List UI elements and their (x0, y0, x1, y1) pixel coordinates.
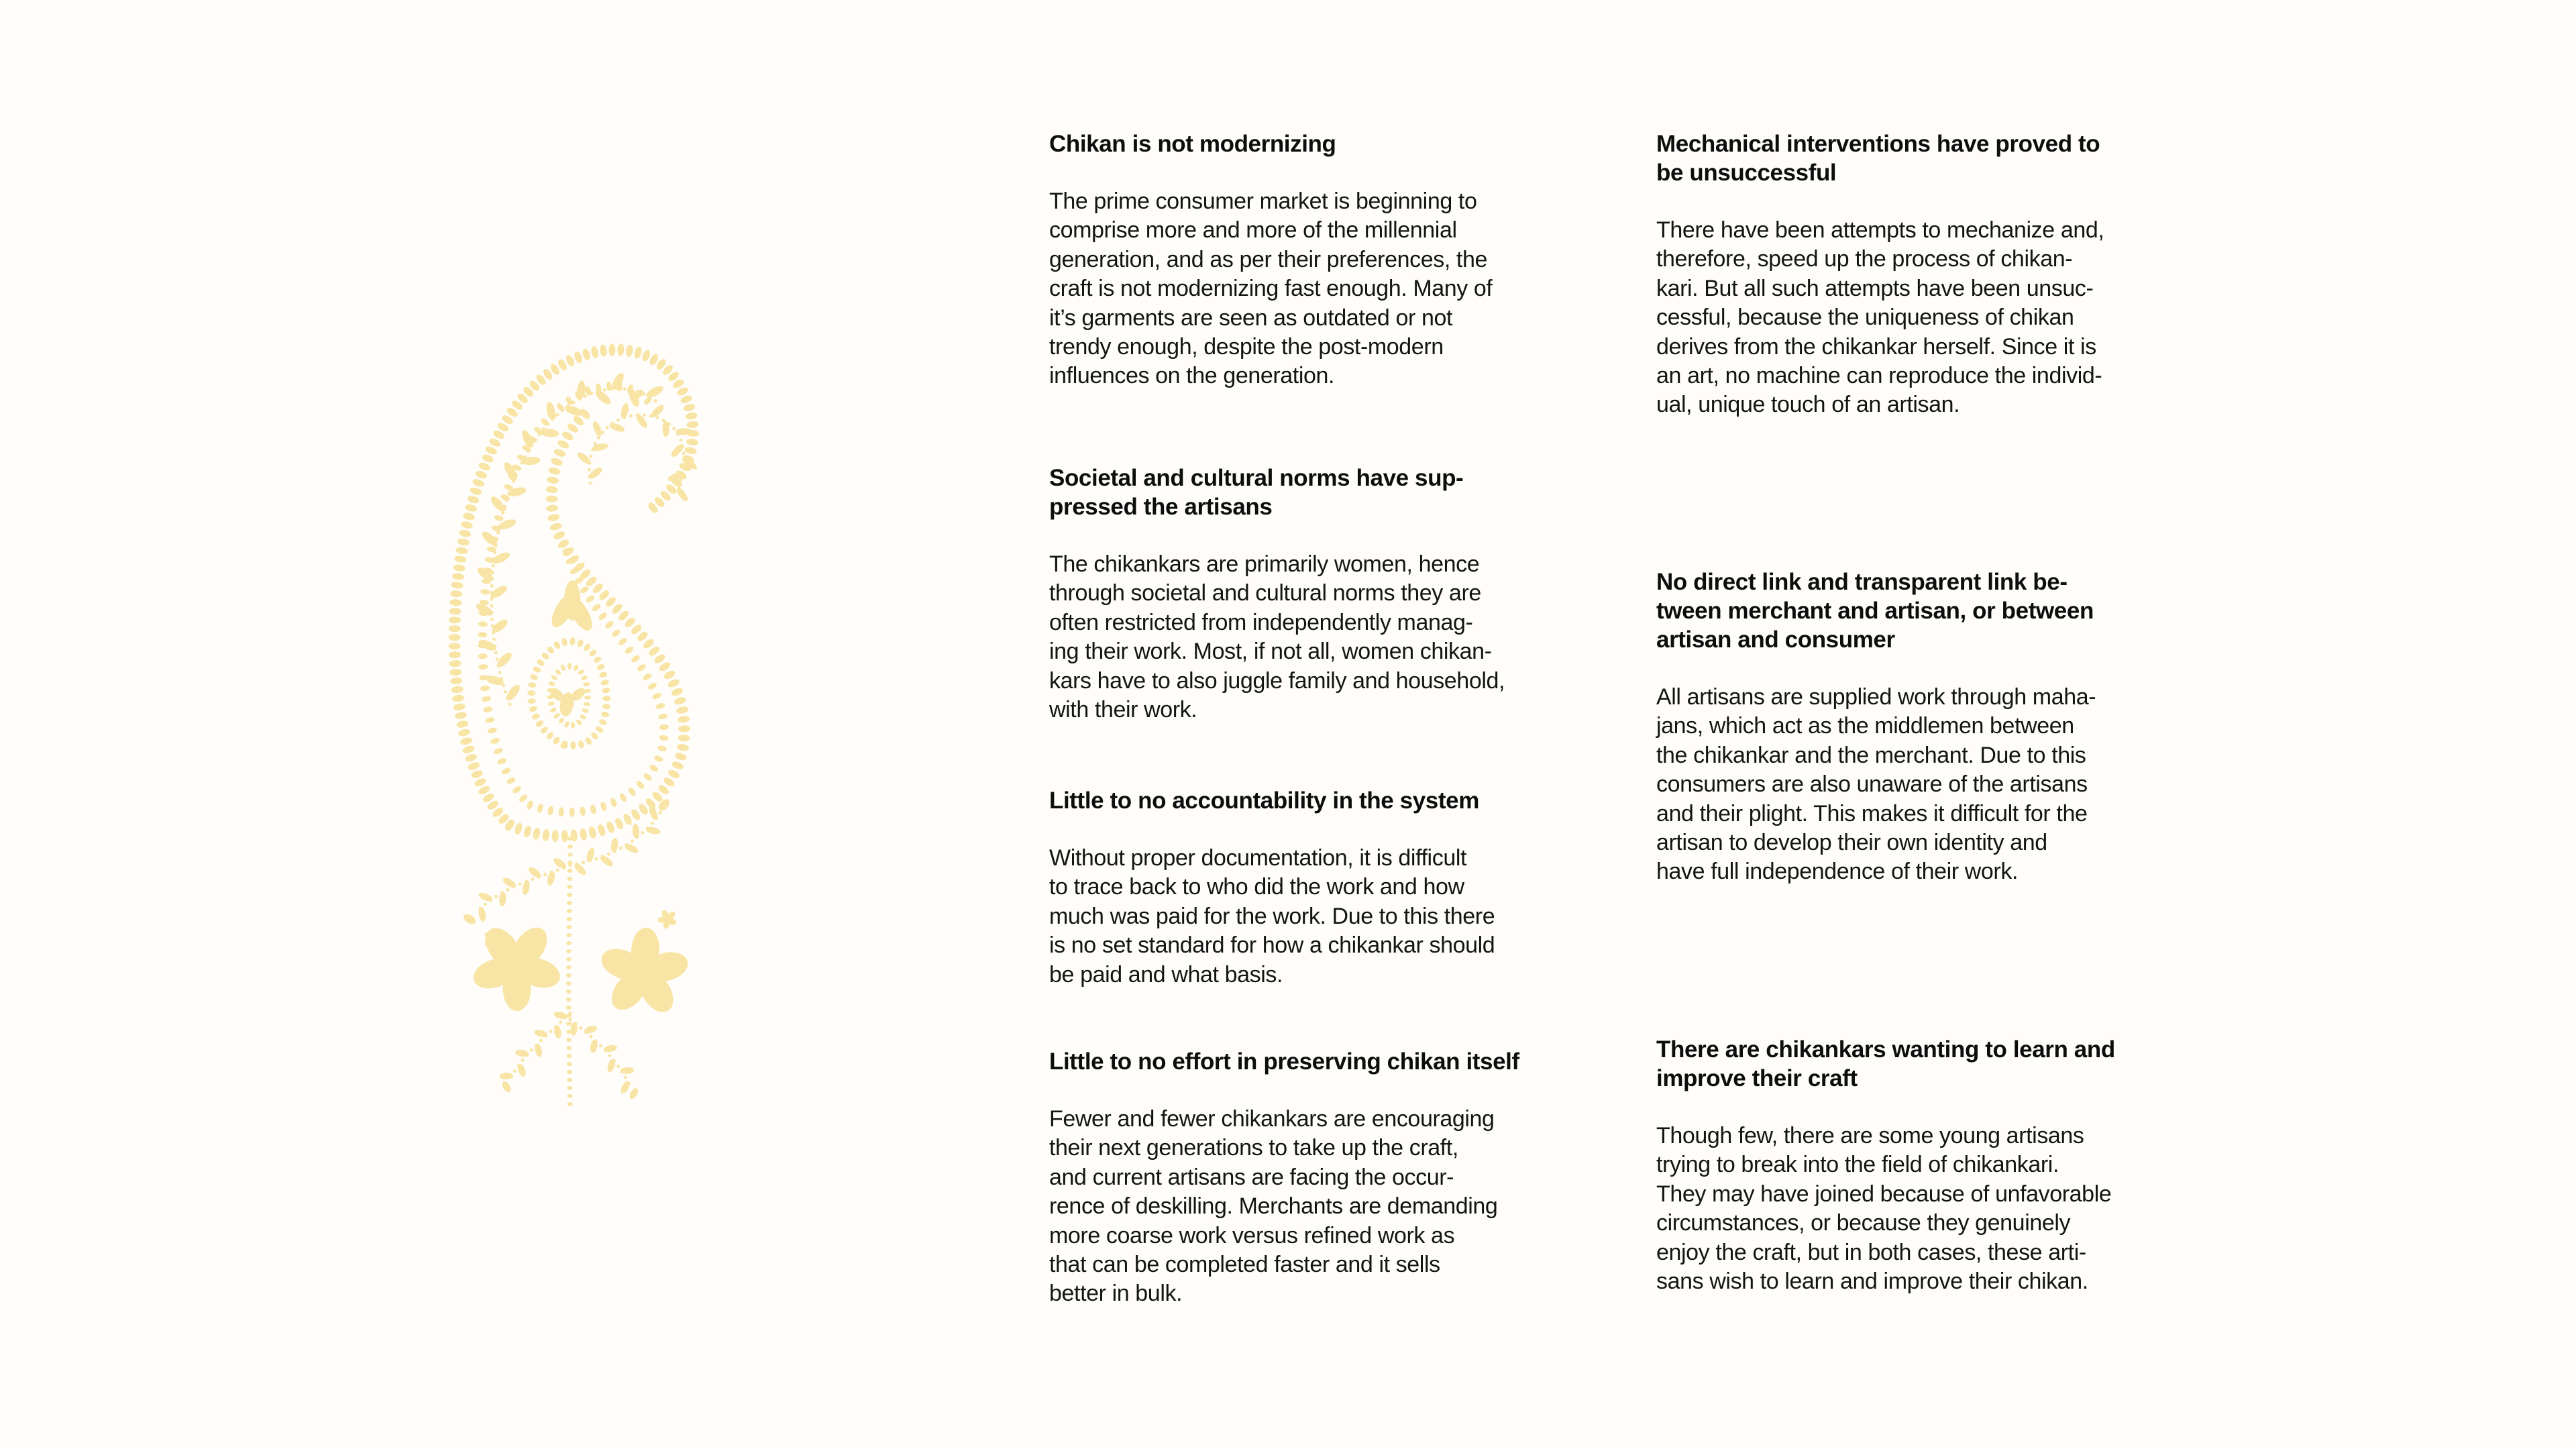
section-no-direct-link (1656, 568, 2153, 887)
section-wanting-to-learn (1656, 1035, 2153, 1296)
section-body: Without proper documentation, it is difficult to trace back to who did the work and how much was paid for the work. Due to this there is no set standard for how a chikankar should be paid and what basis. (1049, 845, 1495, 987)
section-mechanical-interventions (1656, 129, 2153, 420)
section-body: Fewer and fewer chikankars are encouraging their next generations to take up the craft, and current artisans are facing the occur- rence of deskilling. Merchants are demanding more coarse work versus refined work as that can be completed faster and it sells better in bulk. (1049, 1106, 1498, 1307)
section-body: There have been attempts to mechanize and, therefore, speed up the process of chikan- kari. But all such attempts have been unsuc- cessful, because the uniqueness of chikan derives from the chikankar herself. Since it is an art, no machine can reproduce the individ- ual, unique touch of an artisan. (1656, 217, 2104, 418)
section-preserving-chikan (1049, 1047, 1546, 1309)
section-heading: Chikan is not modernizing (1049, 131, 1336, 157)
section-heading: Little to no effort in preserving chikan itself (1049, 1049, 1519, 1075)
section-heading: No direct link and transparent link be- tween merchant and artisan, or between artisan and consumer (1656, 569, 2094, 653)
section-body: The prime consumer market is beginning to comprise more and more of the millennial generation, and as per their preferences, the craft is not modernizing fast enough. Many of it’s garments are seen as outdated or not trendy enough, despite the post-modern influences on the generation. (1049, 189, 1493, 389)
section-heading: Societal and cultural norms have sup- pressed the artisans (1049, 465, 1464, 520)
paisley-motif-icon (429, 329, 724, 1120)
section-heading: There are chikankars wanting to learn and improve their craft (1656, 1036, 2115, 1091)
section-heading: Mechanical interventions have proved to be unsuccessful (1656, 131, 2100, 186)
section-body: All artisans are supplied work through maha- jans, which act as the middlemen between the chikankar and the merchant. Due to this consumers are also unaware of the artisans and their plight. This makes it difficult for the artisan to develop their own identity and have full independence of their work. (1656, 684, 2096, 885)
section-chikan-not-modernizing (1049, 129, 1546, 391)
section-societal-norms (1049, 464, 1546, 724)
section-body: Though few, there are some young artisans trying to break into the field of chikankari. They may have joined because of unfavorable circumstances, or because they genuinely enjoy the craft, but in both cases, these arti- sans wish to learn and improve their chikan. (1656, 1123, 2112, 1295)
section-body: The chikankars are primarily women, hence through societal and cultural norms they are often restricted from independently manag- ing their work. Most, if not all, women chikan- kars have to also juggle family and household, with their work. (1049, 551, 1505, 723)
section-heading: Little to no accountability in the system (1049, 788, 1479, 814)
section-no-accountability (1049, 786, 1546, 989)
